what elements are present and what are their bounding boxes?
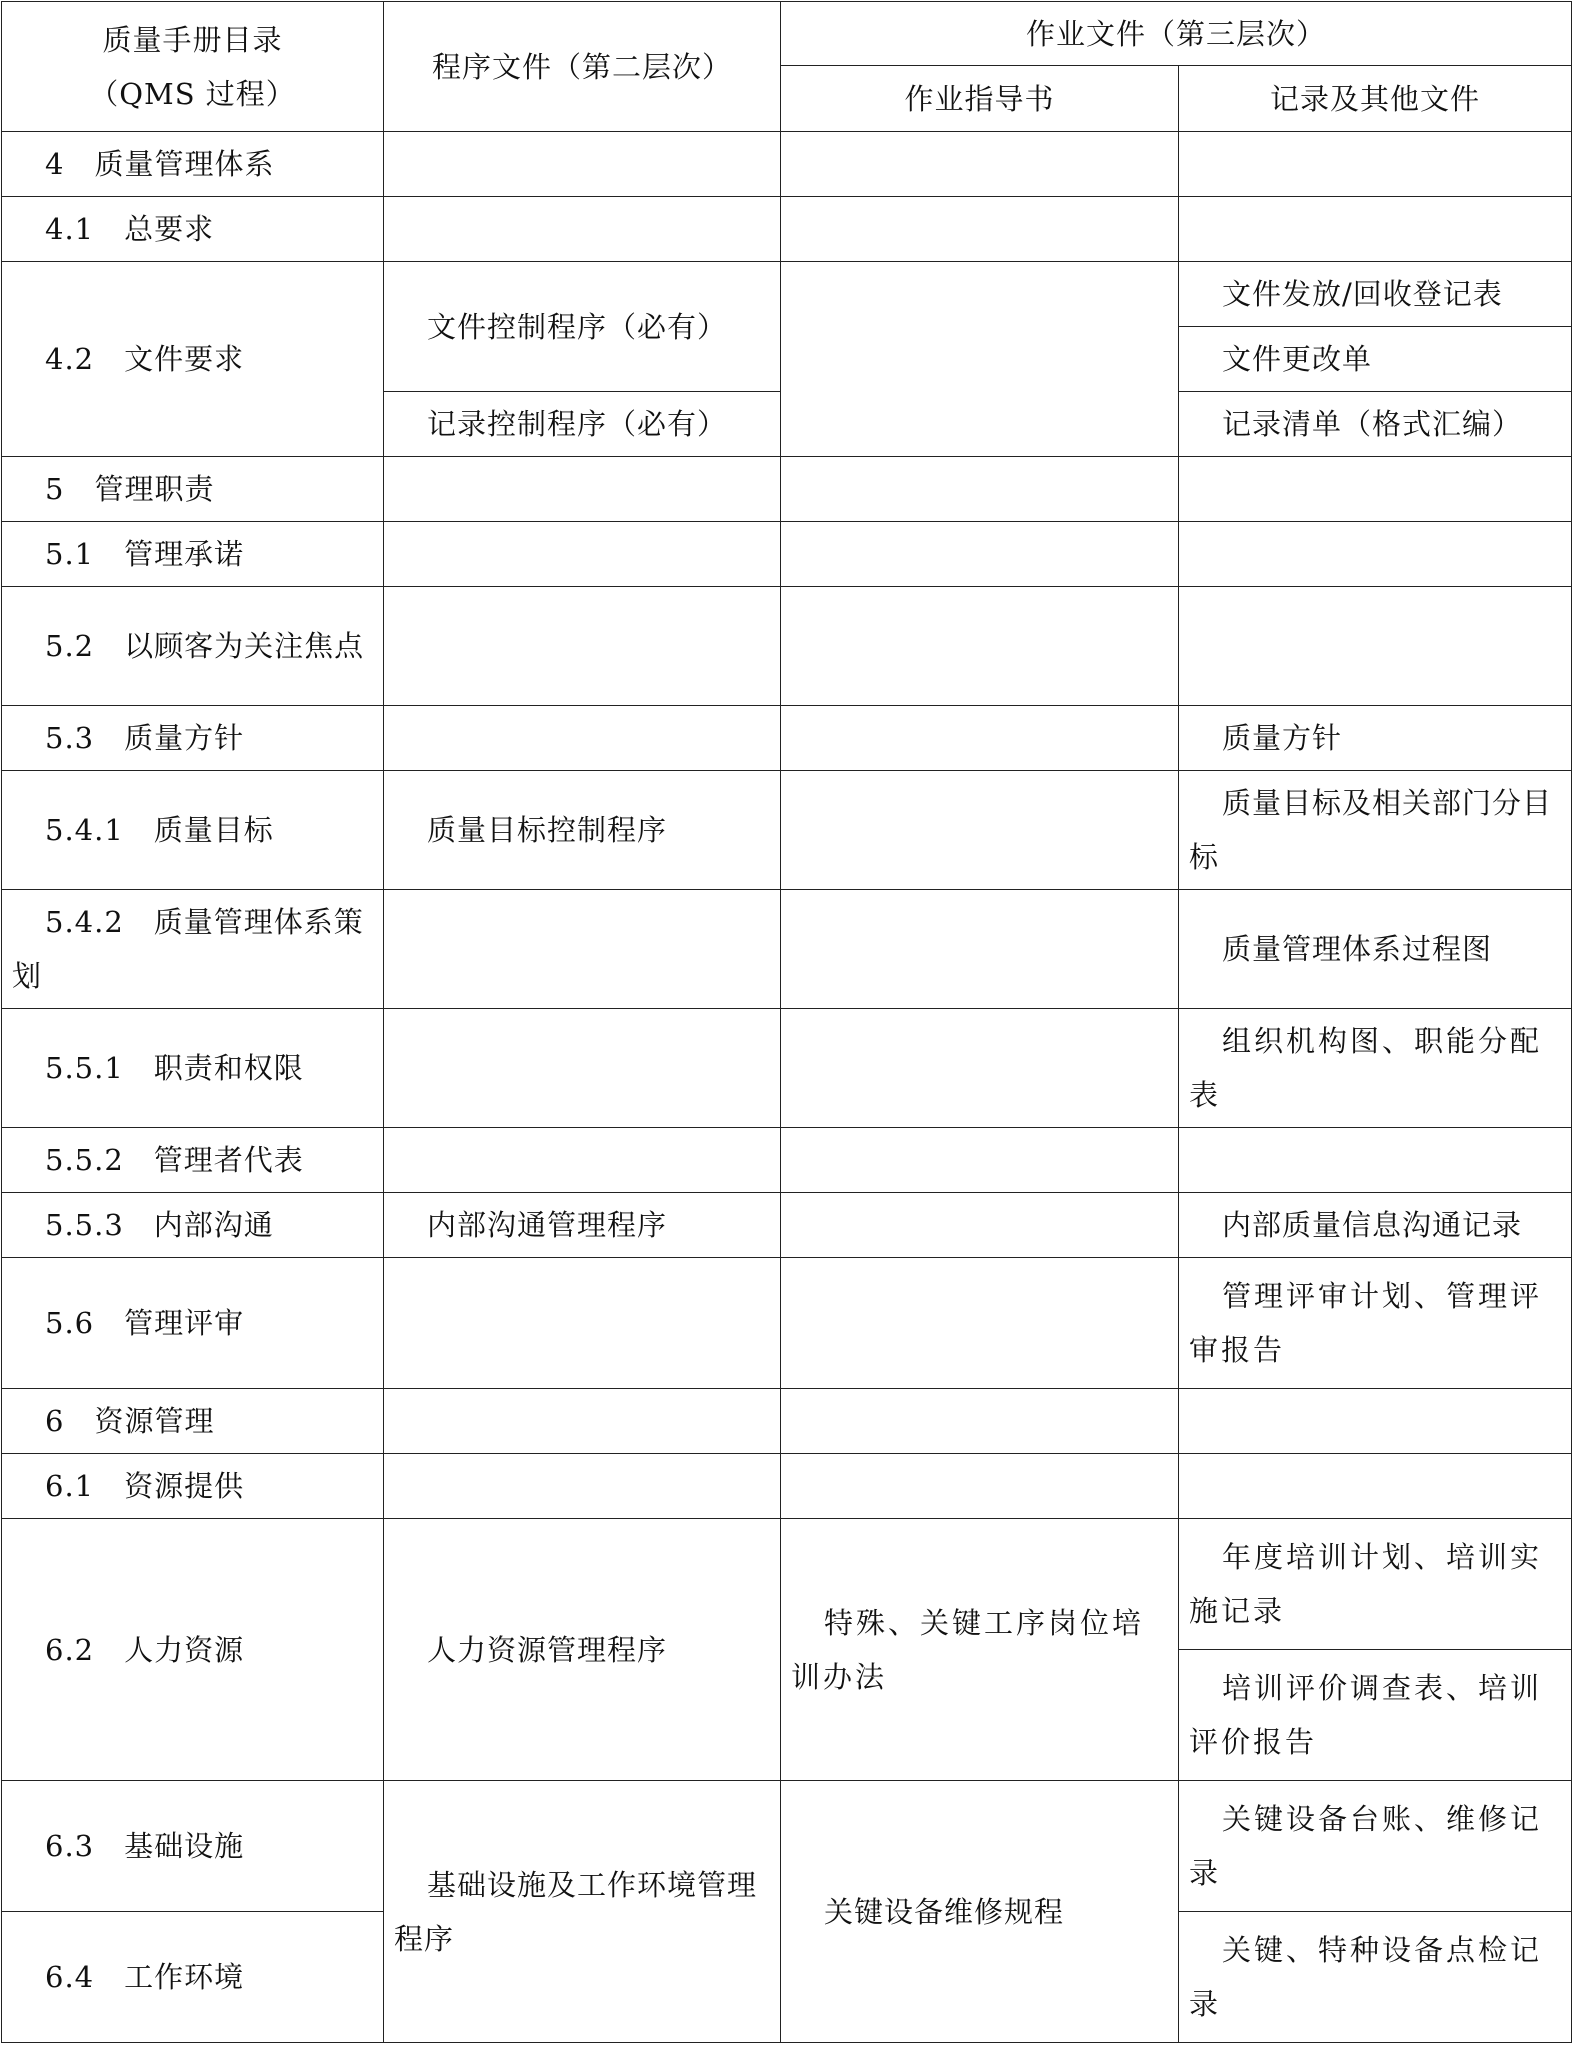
procedure-cell: [384, 1009, 781, 1128]
procedure-cell: 内部沟通管理程序: [384, 1193, 781, 1258]
instruction-cell: [781, 457, 1179, 522]
procedure-cell: [384, 587, 781, 706]
instruction-cell: [781, 1454, 1179, 1519]
record-cell: [1179, 1454, 1572, 1519]
instruction-cell: [781, 587, 1179, 706]
instruction-cell: [781, 1389, 1179, 1454]
procedure-cell: [384, 1258, 781, 1389]
clause-cell: 6.3 基础设施: [2, 1781, 384, 1912]
record-cell: 关键设备台账、维修记录: [1179, 1781, 1572, 1912]
record-cell: 文件更改单: [1179, 327, 1572, 392]
procedure-cell: 文件控制程序（必有）: [384, 262, 781, 392]
table-row: [2, 587, 1572, 706]
procedure-cell: [384, 890, 781, 1009]
record-cell: [1179, 587, 1572, 706]
header-row-1: [2, 2, 1572, 66]
record-cell: 质量方针: [1179, 706, 1572, 771]
record-cell: 组织机构图、职能分配表: [1179, 1009, 1572, 1128]
record-cell: [1179, 1128, 1572, 1193]
table-row: [2, 890, 1572, 1009]
instruction-cell: [781, 132, 1179, 197]
clause-cell: 4.1 总要求: [2, 197, 384, 262]
instruction-cell: [781, 890, 1179, 1009]
clause-cell: 5.2 以顾客为关注焦点: [2, 587, 384, 706]
clause-cell: 5.5.3 内部沟通: [2, 1193, 384, 1258]
record-cell: 关键、特种设备点检记录: [1179, 1912, 1572, 2043]
table-row: [2, 457, 1572, 522]
record-cell: 记录清单（格式汇编）: [1179, 392, 1572, 457]
table-row: [2, 1781, 1572, 1912]
header-procedure-documents: 程序文件（第二层次）: [384, 2, 781, 132]
clause-cell: 6.2 人力资源: [2, 1519, 384, 1781]
table-row: [2, 1389, 1572, 1454]
clause-cell: 4.2 文件要求: [2, 262, 384, 457]
record-cell: 年度培训计划、培训实施记录: [1179, 1519, 1572, 1650]
header-quality-manual-catalog: [2, 2, 384, 132]
table-row: [2, 132, 1572, 197]
procedure-cell: [384, 1128, 781, 1193]
header-work-instructions: 作业指导书: [781, 66, 1179, 132]
instruction-cell: [781, 262, 1179, 457]
instruction-cell: [781, 1009, 1179, 1128]
instruction-cell: 关键设备维修规程: [781, 1781, 1179, 2043]
record-cell: 质量目标及相关部门分目标: [1179, 771, 1572, 890]
header-records-other-docs: 记录及其他文件: [1179, 66, 1572, 132]
record-cell: 文件发放/回收登记表: [1179, 262, 1572, 327]
instruction-cell: [781, 1193, 1179, 1258]
instruction-cell: [781, 522, 1179, 587]
clause-cell: 6.4 工作环境: [2, 1912, 384, 2043]
table-row: [2, 522, 1572, 587]
clause-cell: 5.4.2 质量管理体系策划: [2, 890, 384, 1009]
table-row: [2, 1009, 1572, 1128]
header-col1-line1: 质量手册目录: [102, 22, 283, 57]
instruction-cell: [781, 197, 1179, 262]
instruction-cell: [781, 1128, 1179, 1193]
record-cell: [1179, 522, 1572, 587]
procedure-cell: [384, 132, 781, 197]
table-row: [2, 262, 1572, 327]
procedure-cell: [384, 1389, 781, 1454]
table-row: [2, 1454, 1572, 1519]
table-row: [2, 197, 1572, 262]
procedure-cell: [384, 1454, 781, 1519]
procedure-cell: [384, 197, 781, 262]
procedure-cell: [384, 522, 781, 587]
qms-documentation-table: [1, 1, 1572, 2043]
procedure-cell: 基础设施及工作环境管理程序: [384, 1781, 781, 2043]
procedure-cell: [384, 457, 781, 522]
instruction-cell: 特殊、关键工序岗位培训办法: [781, 1519, 1179, 1781]
clause-cell: 5.6 管理评审: [2, 1258, 384, 1389]
clause-cell: 4 质量管理体系: [2, 132, 384, 197]
record-cell: 管理评审计划、管理评审报告: [1179, 1258, 1572, 1389]
procedure-cell: [384, 706, 781, 771]
record-cell: [1179, 132, 1572, 197]
table-row: [2, 1128, 1572, 1193]
procedure-cell: 记录控制程序（必有）: [384, 392, 781, 457]
clause-cell: 5.3 质量方针: [2, 706, 384, 771]
clause-cell: 6.1 资源提供: [2, 1454, 384, 1519]
clause-cell: 5.5.1 职责和权限: [2, 1009, 384, 1128]
record-cell: [1179, 197, 1572, 262]
clause-cell: 5.4.1 质量目标: [2, 771, 384, 890]
record-cell: [1179, 457, 1572, 522]
procedure-cell: 质量目标控制程序: [384, 771, 781, 890]
clause-cell: 5 管理职责: [2, 457, 384, 522]
record-cell: 内部质量信息沟通记录: [1179, 1193, 1572, 1258]
record-cell: 培训评价调查表、培训评价报告: [1179, 1650, 1572, 1781]
clause-cell: 5.1 管理承诺: [2, 522, 384, 587]
header-work-documents: 作业文件（第三层次）: [781, 2, 1572, 66]
instruction-cell: [781, 771, 1179, 890]
table-row: [2, 771, 1572, 890]
table-row: [2, 706, 1572, 771]
record-cell: 质量管理体系过程图: [1179, 890, 1572, 1009]
table-row: [2, 1193, 1572, 1258]
header-col1-line2: （QMS 过程）: [89, 76, 296, 111]
clause-cell: 6 资源管理: [2, 1389, 384, 1454]
table-row: [2, 1258, 1572, 1389]
instruction-cell: [781, 706, 1179, 771]
clause-cell: 5.5.2 管理者代表: [2, 1128, 384, 1193]
procedure-cell: 人力资源管理程序: [384, 1519, 781, 1781]
table-row: [2, 1519, 1572, 1650]
record-cell: [1179, 1389, 1572, 1454]
instruction-cell: [781, 1258, 1179, 1389]
